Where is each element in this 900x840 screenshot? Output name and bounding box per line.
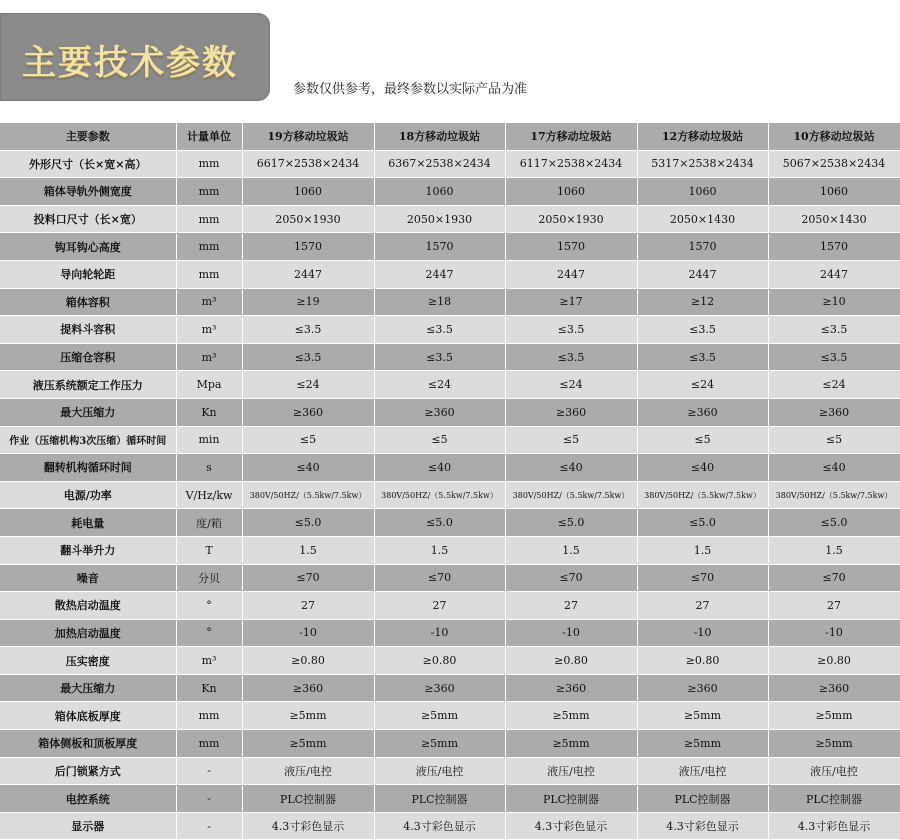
value-cell: ≤40 bbox=[242, 454, 374, 482]
value-cell: 液压/电控 bbox=[505, 757, 637, 785]
value-cell: ≥5mm bbox=[768, 702, 900, 730]
table-row bbox=[0, 233, 900, 261]
value-cell: ≥18 bbox=[374, 288, 505, 316]
value-cell: 液压/电控 bbox=[374, 757, 505, 785]
value-cell: 1570 bbox=[768, 233, 900, 261]
table-row bbox=[0, 398, 900, 426]
value-cell: 2050×1930 bbox=[505, 205, 637, 233]
value-cell: ≥5mm bbox=[374, 730, 505, 758]
value-cell: 2447 bbox=[242, 260, 374, 288]
value-cell: ≥5mm bbox=[505, 730, 637, 758]
value-cell: 1060 bbox=[374, 178, 505, 206]
value-cell: 4.3寸彩色显示 bbox=[505, 812, 637, 840]
table-row bbox=[0, 343, 900, 371]
value-cell: ≤5.0 bbox=[637, 509, 768, 537]
column-header-model: 10方移动垃圾站 bbox=[768, 123, 900, 150]
table-row bbox=[0, 674, 900, 702]
unit-cell: m³ bbox=[176, 647, 242, 675]
value-cell: ≥5mm bbox=[637, 702, 768, 730]
value-cell: ≤24 bbox=[768, 371, 900, 399]
value-cell: ≤24 bbox=[374, 371, 505, 399]
unit-cell: mm bbox=[176, 205, 242, 233]
value-cell: -10 bbox=[242, 619, 374, 647]
value-cell: ≥0.80 bbox=[374, 647, 505, 675]
value-cell: PLC控制器 bbox=[637, 785, 768, 813]
param-name-cell: 最大压缩力 bbox=[0, 674, 176, 702]
value-cell: ≥5mm bbox=[374, 702, 505, 730]
value-cell: ≥360 bbox=[505, 674, 637, 702]
value-cell: 1.5 bbox=[242, 536, 374, 564]
value-cell: ≥360 bbox=[768, 674, 900, 702]
param-name-cell: 最大压缩力 bbox=[0, 398, 176, 426]
param-name-cell: 后门锁紧方式 bbox=[0, 757, 176, 785]
value-cell: 6617×2538×2434 bbox=[242, 150, 374, 178]
table-row bbox=[0, 812, 900, 840]
unit-cell: T bbox=[176, 536, 242, 564]
value-cell: ≥360 bbox=[505, 398, 637, 426]
value-cell: ≥360 bbox=[768, 398, 900, 426]
value-cell: 1060 bbox=[637, 178, 768, 206]
value-cell: 4.3寸彩色显示 bbox=[768, 812, 900, 840]
value-cell: 1570 bbox=[505, 233, 637, 261]
value-cell: 1060 bbox=[505, 178, 637, 206]
unit-cell: V/Hz/kw bbox=[176, 481, 242, 509]
value-cell: ≤24 bbox=[637, 371, 768, 399]
value-cell: 27 bbox=[768, 592, 900, 620]
param-name-cell: 箱体底板厚度 bbox=[0, 702, 176, 730]
unit-cell: mm bbox=[176, 730, 242, 758]
value-cell: 380V/50HZ/（5.5kw/7.5kw） bbox=[374, 481, 505, 509]
table-header-row bbox=[0, 123, 900, 150]
value-cell: ≥360 bbox=[637, 674, 768, 702]
unit-cell: m³ bbox=[176, 343, 242, 371]
value-cell: ≤3.5 bbox=[768, 316, 900, 344]
table-row bbox=[0, 454, 900, 482]
table-row bbox=[0, 647, 900, 675]
table-row bbox=[0, 592, 900, 620]
value-cell: 380V/50HZ/（5.5kw/7.5kw） bbox=[768, 481, 900, 509]
param-name-cell: 导向轮轮距 bbox=[0, 260, 176, 288]
value-cell: 380V/50HZ/（5.5kw/7.5kw） bbox=[637, 481, 768, 509]
column-header-model: 12方移动垃圾站 bbox=[637, 123, 768, 150]
column-header-model: 19方移动垃圾站 bbox=[242, 123, 374, 150]
value-cell: 380V/50HZ/（5.5kw/7.5kw） bbox=[505, 481, 637, 509]
value-cell: ≤5 bbox=[637, 426, 768, 454]
value-cell: ≤70 bbox=[637, 564, 768, 592]
unit-cell: s bbox=[176, 454, 242, 482]
value-cell: -10 bbox=[505, 619, 637, 647]
unit-cell: mm bbox=[176, 150, 242, 178]
value-cell: ≤5.0 bbox=[242, 509, 374, 537]
unit-cell: mm bbox=[176, 260, 242, 288]
unit-cell: Mpa bbox=[176, 371, 242, 399]
param-name-cell: 箱体容积 bbox=[0, 288, 176, 316]
column-header-model: 17方移动垃圾站 bbox=[505, 123, 637, 150]
value-cell: 2050×1930 bbox=[374, 205, 505, 233]
unit-cell: ° bbox=[176, 619, 242, 647]
value-cell: 2050×1430 bbox=[637, 205, 768, 233]
value-cell: ≤3.5 bbox=[637, 343, 768, 371]
value-cell: 1570 bbox=[242, 233, 374, 261]
value-cell: ≥360 bbox=[374, 674, 505, 702]
unit-cell: m³ bbox=[176, 288, 242, 316]
value-cell: ≤3.5 bbox=[242, 343, 374, 371]
param-name-cell: 钩耳钩心高度 bbox=[0, 233, 176, 261]
table-row bbox=[0, 178, 900, 206]
table-row bbox=[0, 509, 900, 537]
value-cell: ≥5mm bbox=[637, 730, 768, 758]
value-cell: 27 bbox=[637, 592, 768, 620]
unit-cell: m³ bbox=[176, 316, 242, 344]
value-cell: ≤24 bbox=[505, 371, 637, 399]
value-cell: ≤5 bbox=[374, 426, 505, 454]
value-cell: ≥12 bbox=[637, 288, 768, 316]
param-name-cell: 投料口尺寸（长×宽） bbox=[0, 205, 176, 233]
value-cell: 1060 bbox=[242, 178, 374, 206]
value-cell: ≤24 bbox=[242, 371, 374, 399]
unit-cell: ° bbox=[176, 592, 242, 620]
value-cell: 27 bbox=[505, 592, 637, 620]
value-cell: 1570 bbox=[637, 233, 768, 261]
table-row bbox=[0, 702, 900, 730]
value-cell: ≤70 bbox=[374, 564, 505, 592]
unit-cell: mm bbox=[176, 702, 242, 730]
page-title: 主要技术参数 bbox=[22, 43, 238, 83]
param-name-cell: 外形尺寸（长×宽×高） bbox=[0, 150, 176, 178]
param-name-cell: 箱体侧板和顶板厚度 bbox=[0, 730, 176, 758]
value-cell: 380V/50HZ/（5.5kw/7.5kw） bbox=[242, 481, 374, 509]
value-cell: PLC控制器 bbox=[768, 785, 900, 813]
value-cell: ≥5mm bbox=[505, 702, 637, 730]
param-name-cell: 提料斗容积 bbox=[0, 316, 176, 344]
table-row bbox=[0, 316, 900, 344]
param-name-cell: 液压系统额定工作压力 bbox=[0, 371, 176, 399]
value-cell: 1060 bbox=[768, 178, 900, 206]
column-header-model: 18方移动垃圾站 bbox=[374, 123, 505, 150]
value-cell: 液压/电控 bbox=[637, 757, 768, 785]
unit-cell: - bbox=[176, 812, 242, 840]
table-row bbox=[0, 426, 900, 454]
column-header-param: 主要参数 bbox=[0, 123, 176, 150]
unit-cell: mm bbox=[176, 233, 242, 261]
value-cell: ≥360 bbox=[242, 398, 374, 426]
spec-table-body bbox=[0, 150, 900, 840]
unit-cell: min bbox=[176, 426, 242, 454]
value-cell: ≥0.80 bbox=[637, 647, 768, 675]
table-row bbox=[0, 260, 900, 288]
value-cell: ≤5 bbox=[768, 426, 900, 454]
table-row bbox=[0, 536, 900, 564]
table-row bbox=[0, 730, 900, 758]
value-cell: ≥360 bbox=[637, 398, 768, 426]
value-cell: ≤5.0 bbox=[768, 509, 900, 537]
value-cell: 1.5 bbox=[374, 536, 505, 564]
unit-cell: - bbox=[176, 757, 242, 785]
value-cell: ≤5.0 bbox=[505, 509, 637, 537]
table-row bbox=[0, 481, 900, 509]
table-row bbox=[0, 288, 900, 316]
value-cell: 5317×2538×2434 bbox=[637, 150, 768, 178]
value-cell: 2050×1430 bbox=[768, 205, 900, 233]
value-cell: 5067×2538×2434 bbox=[768, 150, 900, 178]
value-cell: ≤70 bbox=[242, 564, 374, 592]
param-name-cell: 箱体导轨外侧宽度 bbox=[0, 178, 176, 206]
value-cell: 2447 bbox=[768, 260, 900, 288]
value-cell: ≤3.5 bbox=[505, 343, 637, 371]
table-row bbox=[0, 564, 900, 592]
param-name-cell: 电源/功率 bbox=[0, 481, 176, 509]
value-cell: ≤3.5 bbox=[374, 316, 505, 344]
unit-cell: mm bbox=[176, 178, 242, 206]
value-cell: ≤5 bbox=[242, 426, 374, 454]
value-cell: -10 bbox=[637, 619, 768, 647]
value-cell: 2447 bbox=[637, 260, 768, 288]
param-name-cell: 压实密度 bbox=[0, 647, 176, 675]
value-cell: -10 bbox=[768, 619, 900, 647]
value-cell: 液压/电控 bbox=[768, 757, 900, 785]
value-cell: 4.3寸彩色显示 bbox=[242, 812, 374, 840]
spec-table bbox=[0, 123, 900, 840]
value-cell: 1.5 bbox=[505, 536, 637, 564]
param-name-cell: 散热启动温度 bbox=[0, 592, 176, 620]
param-name-cell: 翻斗举升力 bbox=[0, 536, 176, 564]
value-cell: ≤3.5 bbox=[637, 316, 768, 344]
param-name-cell: 作业（压缩机构3次压缩）循环时间 bbox=[0, 426, 176, 454]
value-cell: 27 bbox=[374, 592, 505, 620]
value-cell: 液压/电控 bbox=[242, 757, 374, 785]
value-cell: ≥10 bbox=[768, 288, 900, 316]
unit-cell: Kn bbox=[176, 398, 242, 426]
value-cell: ≥5mm bbox=[768, 730, 900, 758]
value-cell: ≤40 bbox=[637, 454, 768, 482]
value-cell: 1.5 bbox=[637, 536, 768, 564]
value-cell: ≥17 bbox=[505, 288, 637, 316]
value-cell: ≥5mm bbox=[242, 730, 374, 758]
value-cell: ≥5mm bbox=[242, 702, 374, 730]
value-cell: ≥19 bbox=[242, 288, 374, 316]
value-cell: ≥360 bbox=[242, 674, 374, 702]
param-name-cell: 翻转机构循环时间 bbox=[0, 454, 176, 482]
param-name-cell: 加热启动温度 bbox=[0, 619, 176, 647]
table-row bbox=[0, 757, 900, 785]
value-cell: ≤3.5 bbox=[768, 343, 900, 371]
table-row bbox=[0, 150, 900, 178]
value-cell: ≥0.80 bbox=[505, 647, 637, 675]
value-cell: ≤5.0 bbox=[374, 509, 505, 537]
unit-cell: 度/箱 bbox=[176, 509, 242, 537]
unit-cell: 分贝 bbox=[176, 564, 242, 592]
value-cell: 6117×2538×2434 bbox=[505, 150, 637, 178]
value-cell: ≤40 bbox=[374, 454, 505, 482]
value-cell: PLC控制器 bbox=[242, 785, 374, 813]
value-cell: -10 bbox=[374, 619, 505, 647]
value-cell: 2050×1930 bbox=[242, 205, 374, 233]
table-row bbox=[0, 785, 900, 813]
value-cell: 27 bbox=[242, 592, 374, 620]
param-name-cell: 噪音 bbox=[0, 564, 176, 592]
value-cell: ≥360 bbox=[374, 398, 505, 426]
value-cell: ≥0.80 bbox=[242, 647, 374, 675]
unit-cell: Kn bbox=[176, 674, 242, 702]
value-cell: PLC控制器 bbox=[374, 785, 505, 813]
title-banner bbox=[0, 13, 270, 101]
value-cell: ≤3.5 bbox=[505, 316, 637, 344]
table-row bbox=[0, 205, 900, 233]
param-name-cell: 电控系统 bbox=[0, 785, 176, 813]
unit-cell: - bbox=[176, 785, 242, 813]
param-name-cell: 显示器 bbox=[0, 812, 176, 840]
column-header-unit: 计量单位 bbox=[176, 123, 242, 150]
param-name-cell: 压缩仓容积 bbox=[0, 343, 176, 371]
value-cell: ≤40 bbox=[768, 454, 900, 482]
value-cell: ≤40 bbox=[505, 454, 637, 482]
value-cell: ≤3.5 bbox=[374, 343, 505, 371]
value-cell: 1.5 bbox=[768, 536, 900, 564]
value-cell: ≥0.80 bbox=[768, 647, 900, 675]
value-cell: ≤70 bbox=[505, 564, 637, 592]
value-cell: 6367×2538×2434 bbox=[374, 150, 505, 178]
table-row bbox=[0, 619, 900, 647]
param-name-cell: 耗电量 bbox=[0, 509, 176, 537]
value-cell: PLC控制器 bbox=[505, 785, 637, 813]
value-cell: ≤5 bbox=[505, 426, 637, 454]
value-cell: 4.3寸彩色显示 bbox=[374, 812, 505, 840]
value-cell: ≤70 bbox=[768, 564, 900, 592]
value-cell: ≤3.5 bbox=[242, 316, 374, 344]
table-row bbox=[0, 371, 900, 399]
value-cell: 2447 bbox=[505, 260, 637, 288]
value-cell: 4.3寸彩色显示 bbox=[637, 812, 768, 840]
value-cell: 1570 bbox=[374, 233, 505, 261]
value-cell: 2447 bbox=[374, 260, 505, 288]
disclaimer-text: 参数仅供参考，最终参数以实际产品为准 bbox=[293, 82, 528, 97]
